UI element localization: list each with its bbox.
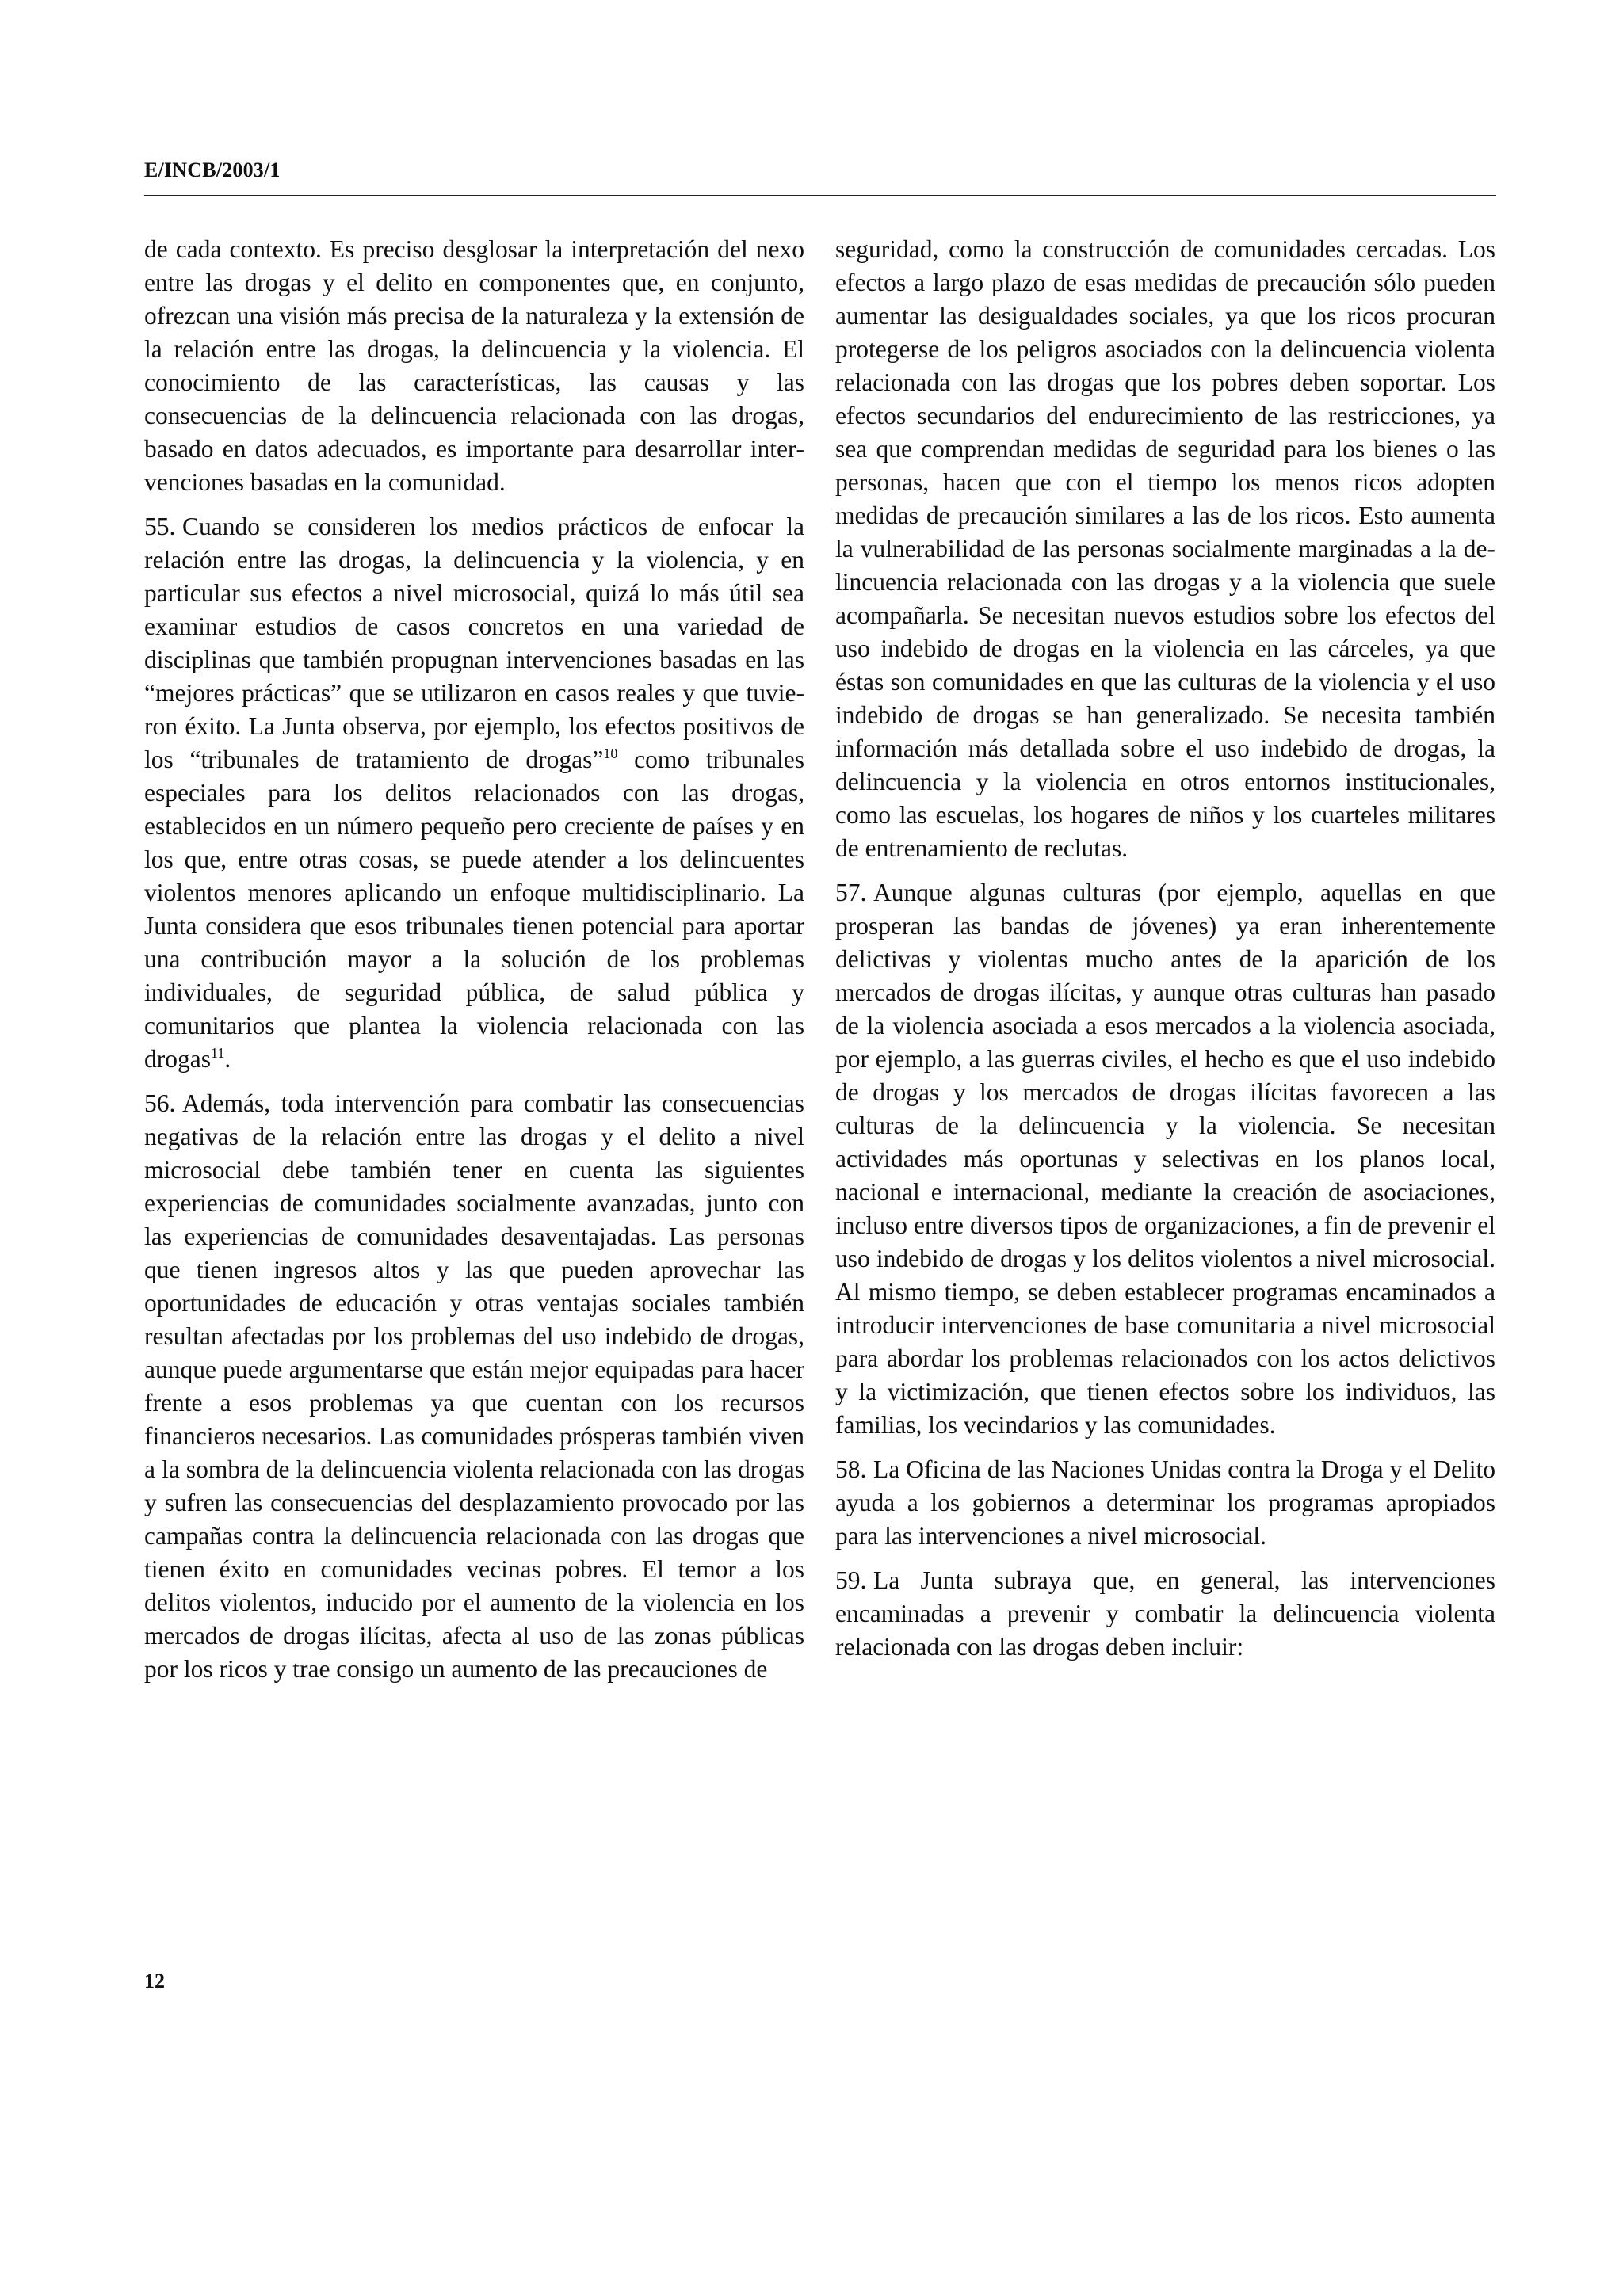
paragraph-number: 55. (144, 513, 176, 540)
paragraph-56 (144, 1087, 804, 1686)
left-column (144, 233, 804, 1697)
continuation-paragraph: de cada contexto. Es preciso desglosar la interpretación del nexo entre las drogas y el delito en componentes que, en conjunto, ofrezcan una visión más precisa de la naturaleza y la extensión de la relación entre las drogas, la delincuencia y la violencia. El conocimiento de las características, las causas y las consecuencias de la delincuencia relacionada con las drogas, basado en datos adecuados, es importante para desarrollar intervenciones basadas en la comunidad. (144, 235, 804, 496)
footnote-ref-11[interactable]: 11 (210, 1045, 225, 1061)
paragraph-text: La Junta subraya que, en general, las intervenciones encaminadas a prevenir y combatir la delincuencia violenta relacionada con las drogas deben incluir: (835, 1566, 1495, 1661)
right-column (835, 233, 1495, 1675)
paragraph-number: 57. (835, 879, 867, 906)
paragraph-text: Cuando se consideren los medios prácticos de enfocar la relación entre las drogas, la delincuencia y la violencia, y en particular sus efectos a nivel microsocial, quizá lo más útil sea examinar estudios de casos concretos en una variedad de disciplinas que también propugnan intervenciones basadas en las “mejores prácticas” que se utilizaron en casos reales y que tuvieron éxito. La Junta observa, por ejemplo, los efectos positivos de los “tribunales de tratamiento de drogas” (144, 513, 804, 773)
paragraph-57 (835, 876, 1495, 1442)
continuation-paragraph: seguridad, como la construcción de comunidades cercadas. Los efectos a largo plazo de esas medidas de precaución sólo pueden aumentar las desigualdades sociales, ya que los ricos procuran protegerse de los peligros asociados con la delincuencia violenta relacionada con las drogas que los pobres deben soportar. Los efectos secundarios del endurecimiento de las restricciones, ya sea que comprendan medidas de seguridad para los bienes o las personas, hacen que con el tiempo los menos ricos adopten medidas de precaución similares a las de los ricos. Esto aumenta la vulnerabilidad de las personas socialmente marginadas a la delincuencia relacionada con las drogas y a la violencia que suele acompañarla. Se necesitan nuevos estudios sobre los efectos del uso indebido de drogas en la violencia en las cárceles, ya que éstas son comunidades en que las culturas de la violencia y el uso indebido de drogas se han generalizado. Se necesita también información más detallada sobre el uso indebido de drogas, la delincuencia y la violencia en otros entornos institucionales, como las escuelas, los hogares de niños y los cuarteles militares de entrenamiento de reclutas. (835, 235, 1495, 862)
paragraph-text: Además, toda intervención para combatir las consecuencias negativas de la relación entre las drogas y el delito a nivel microsocial debe también tener en cuenta las siguientes experiencias de comunidades socialmente avanzadas, junto con las experiencias de comunidades desaventajadas. Las personas que tienen ingresos altos y las que pueden aprovechar las oportunidades de educación y otras ventajas sociales también resultan afectadas por los problemas del uso indebido de drogas, aunque puede argumentarse que están mejor equipadas para hacer frente a esos problemas ya que cuentan con los recursos financieros necesarios. Las comunidades prósperas también viven a la sombra de la delincuencia violenta relacionada con las drogas y sufren las consecuencias del desplazamiento provocado por las campañas contra la delincuencia relacionada con las drogas que tienen éxito en comunidades vecinas pobres. El temor a los delitos violentos, inducido por el aumento de la violencia en los mercados de drogas ilícitas, afecta al uso de las zonas públicas por los ricos y trae consigo un aumento de las precauciones de (144, 1089, 804, 1683)
paragraph-number: 59. (835, 1566, 867, 1594)
paragraph-text: La Oficina de las Naciones Unidas contra la Droga y el Delito ayuda a los gobiernos a determinar los programas apropiados para las intervenciones a nivel microsocial. (835, 1455, 1495, 1550)
header-rule (144, 195, 1496, 196)
paragraph-58 (835, 1453, 1495, 1553)
paragraph-59 (835, 1564, 1495, 1664)
paragraph-text: Aunque algunas culturas (por ejemplo, aquellas en que prosperan las bandas de jóvenes) ya eran inherentemente delictivas y violentas mucho antes de la aparición de los mercados de drogas ilícitas, y aunque otras culturas han pasado de la violencia asociada a esos mercados a la violencia asociada, por ejemplo, a las guerras civiles, el hecho es que el uso indebido de drogas y los mercados de drogas ilícitas favorecen a las culturas de la delincuencia y la violencia. Se necesitan actividades más oportunas y selectivas en los planos local, nacional e internacional, mediante la creación de asociaciones, incluso entre diversos tipos de organizaciones, a fin de prevenir el uso indebido de drogas y los delitos violentos a nivel microsocial. Al mismo tiempo, se deben establecer programas encaminados a introducir intervenciones de base comunitaria a nivel microsocial para abordar los problemas relacionados con los actos delictivos y la victimización, que tienen efectos sobre los individuos, las familias, los vecindarios y las comunidades. (835, 879, 1495, 1439)
paragraph-text: . (224, 1045, 231, 1073)
footnote-ref-10[interactable]: 10 (603, 746, 618, 761)
paragraph-number: 58. (835, 1455, 867, 1483)
document-code: E/INCB/2003/1 (144, 158, 281, 181)
paragraph-number: 56. (144, 1089, 176, 1117)
page-number: 12 (144, 1970, 165, 1993)
paragraph-text: como tribunales especiales para los delitos relacionados con las drogas, establecidos en un número pequeño pero creciente de países y en los que, entre otras cosas, se puede atender a los delincuentes violentos menores aplicando un enfoque multidisciplinario. La Junta considera que esos tribunales tienen potencial para aportar una contribución mayor a la solución de los problemas individuales, de seguridad pública, de salud pública y comunitarios que plantea la violencia relacionada con las drogas (144, 746, 804, 1073)
paragraph-55 (144, 510, 804, 1076)
